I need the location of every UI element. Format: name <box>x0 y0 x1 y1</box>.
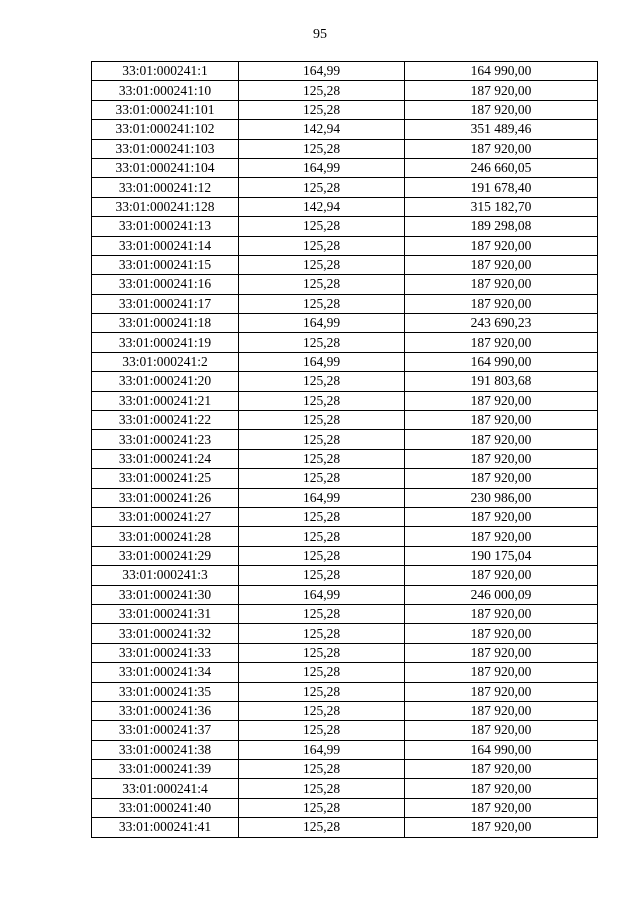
cadastral-value-cell: 187 920,00 <box>405 527 598 546</box>
cadastral-number-cell: 33:01:000241:38 <box>92 740 239 759</box>
table-row <box>92 721 598 740</box>
table-row <box>92 158 598 177</box>
cadastral-value-cell: 187 920,00 <box>405 255 598 274</box>
area-cell: 125,28 <box>239 818 405 837</box>
area-cell: 125,28 <box>239 178 405 197</box>
cadastral-value-cell: 190 175,04 <box>405 546 598 565</box>
table-row <box>92 643 598 662</box>
area-cell: 125,28 <box>239 546 405 565</box>
cadastral-number-cell: 33:01:000241:31 <box>92 604 239 623</box>
cadastral-value-cell: 187 920,00 <box>405 430 598 449</box>
cadastral-number-cell: 33:01:000241:40 <box>92 798 239 817</box>
table-row <box>92 779 598 798</box>
area-cell: 125,28 <box>239 449 405 468</box>
cadastral-number-cell: 33:01:000241:27 <box>92 507 239 526</box>
area-cell: 125,28 <box>239 217 405 236</box>
area-cell: 164,99 <box>239 314 405 333</box>
cadastral-value-cell: 187 920,00 <box>405 100 598 119</box>
area-cell: 125,28 <box>239 701 405 720</box>
cadastral-value-cell: 187 920,00 <box>405 721 598 740</box>
cadastral-number-cell: 33:01:000241:21 <box>92 391 239 410</box>
cadastral-value-cell: 187 920,00 <box>405 760 598 779</box>
cadastral-value-cell: 187 920,00 <box>405 604 598 623</box>
area-cell: 164,99 <box>239 62 405 81</box>
cadastral-value-cell: 187 920,00 <box>405 643 598 662</box>
area-cell: 164,99 <box>239 585 405 604</box>
cadastral-value-cell: 187 920,00 <box>405 507 598 526</box>
area-cell: 125,28 <box>239 527 405 546</box>
cadastral-value-cell: 187 920,00 <box>405 411 598 430</box>
cadastral-value-cell: 187 920,00 <box>405 81 598 100</box>
cadastral-number-cell: 33:01:000241:14 <box>92 236 239 255</box>
cadastral-number-cell: 33:01:000241:39 <box>92 760 239 779</box>
cadastral-value-cell: 189 298,08 <box>405 217 598 236</box>
cadastral-number-cell: 33:01:000241:35 <box>92 682 239 701</box>
cadastral-number-cell: 33:01:000241:30 <box>92 585 239 604</box>
table-row <box>92 663 598 682</box>
table-row <box>92 585 598 604</box>
area-cell: 142,94 <box>239 120 405 139</box>
table-row <box>92 527 598 546</box>
area-cell: 125,28 <box>239 604 405 623</box>
table-row <box>92 236 598 255</box>
table-row <box>92 411 598 430</box>
area-cell: 125,28 <box>239 294 405 313</box>
cadastral-value-cell: 187 920,00 <box>405 701 598 720</box>
cadastral-number-cell: 33:01:000241:29 <box>92 546 239 565</box>
area-cell: 125,28 <box>239 566 405 585</box>
cadastral-number-cell: 33:01:000241:15 <box>92 255 239 274</box>
table-row <box>92 314 598 333</box>
area-cell: 164,99 <box>239 352 405 371</box>
table-row <box>92 604 598 623</box>
cadastral-number-cell: 33:01:000241:34 <box>92 663 239 682</box>
cadastral-value-cell: 187 920,00 <box>405 294 598 313</box>
table-row <box>92 546 598 565</box>
table-row <box>92 197 598 216</box>
area-cell: 125,28 <box>239 372 405 391</box>
cadastral-number-cell: 33:01:000241:10 <box>92 81 239 100</box>
cadastral-number-cell: 33:01:000241:25 <box>92 469 239 488</box>
cadastral-value-cell: 187 920,00 <box>405 333 598 352</box>
cadastral-value-cell: 187 920,00 <box>405 798 598 817</box>
cadastral-number-cell: 33:01:000241:128 <box>92 197 239 216</box>
area-cell: 125,28 <box>239 721 405 740</box>
cadastral-value-cell: 187 920,00 <box>405 566 598 585</box>
table-row <box>92 740 598 759</box>
cadastral-value-cell: 187 920,00 <box>405 449 598 468</box>
cadastral-value-cell: 164 990,00 <box>405 62 598 81</box>
cadastral-number-cell: 33:01:000241:13 <box>92 217 239 236</box>
area-cell: 125,28 <box>239 411 405 430</box>
table-row <box>92 430 598 449</box>
area-cell: 125,28 <box>239 430 405 449</box>
table-row <box>92 449 598 468</box>
table-row <box>92 818 598 837</box>
cadastral-number-cell: 33:01:000241:16 <box>92 275 239 294</box>
area-cell: 125,28 <box>239 391 405 410</box>
cadastral-number-cell: 33:01:000241:19 <box>92 333 239 352</box>
table-row <box>92 391 598 410</box>
table-row <box>92 275 598 294</box>
cadastral-number-cell: 33:01:000241:23 <box>92 430 239 449</box>
area-cell: 125,28 <box>239 255 405 274</box>
cadastral-number-cell: 33:01:000241:32 <box>92 624 239 643</box>
table-row <box>92 469 598 488</box>
page-number: 95 <box>313 27 327 42</box>
cadastral-number-cell: 33:01:000241:102 <box>92 120 239 139</box>
area-cell: 125,28 <box>239 333 405 352</box>
cadastral-number-cell: 33:01:000241:41 <box>92 818 239 837</box>
cadastral-value-cell: 187 920,00 <box>405 624 598 643</box>
table-row <box>92 372 598 391</box>
cadastral-value-cell: 246 000,09 <box>405 585 598 604</box>
cadastral-number-cell: 33:01:000241:3 <box>92 566 239 585</box>
table-row <box>92 120 598 139</box>
cadastral-number-cell: 33:01:000241:22 <box>92 411 239 430</box>
cadastral-number-cell: 33:01:000241:4 <box>92 779 239 798</box>
cadastral-value-cell: 187 920,00 <box>405 139 598 158</box>
cadastral-number-cell: 33:01:000241:20 <box>92 372 239 391</box>
table-row <box>92 507 598 526</box>
area-cell: 164,99 <box>239 158 405 177</box>
cadastral-value-cell: 191 803,68 <box>405 372 598 391</box>
cadastral-value-cell: 230 986,00 <box>405 488 598 507</box>
area-cell: 125,28 <box>239 682 405 701</box>
cadastral-value-cell: 187 920,00 <box>405 663 598 682</box>
cadastral-value-cell: 187 920,00 <box>405 682 598 701</box>
table-row <box>92 798 598 817</box>
cadastral-value-cell: 187 920,00 <box>405 236 598 255</box>
cadastral-number-cell: 33:01:000241:18 <box>92 314 239 333</box>
cadastral-value-cell: 187 920,00 <box>405 275 598 294</box>
area-cell: 125,28 <box>239 507 405 526</box>
cadastral-value-cell: 187 920,00 <box>405 391 598 410</box>
cadastral-number-cell: 33:01:000241:1 <box>92 62 239 81</box>
table-row <box>92 100 598 119</box>
table-row <box>92 62 598 81</box>
table-row <box>92 294 598 313</box>
table-row <box>92 682 598 701</box>
cadastral-number-cell: 33:01:000241:33 <box>92 643 239 662</box>
table-row <box>92 566 598 585</box>
table-row <box>92 488 598 507</box>
cadastral-value-cell: 164 990,00 <box>405 740 598 759</box>
area-cell: 125,28 <box>239 469 405 488</box>
table-row <box>92 701 598 720</box>
table-row <box>92 217 598 236</box>
table-row <box>92 255 598 274</box>
area-cell: 125,28 <box>239 81 405 100</box>
table-row <box>92 81 598 100</box>
cadastral-number-cell: 33:01:000241:36 <box>92 701 239 720</box>
cadastral-number-cell: 33:01:000241:101 <box>92 100 239 119</box>
area-cell: 164,99 <box>239 488 405 507</box>
area-cell: 125,28 <box>239 643 405 662</box>
cadastral-number-cell: 33:01:000241:12 <box>92 178 239 197</box>
cadastral-number-cell: 33:01:000241:24 <box>92 449 239 468</box>
table-row <box>92 352 598 371</box>
area-cell: 125,28 <box>239 760 405 779</box>
table-row <box>92 139 598 158</box>
cadastral-value-table <box>91 61 598 838</box>
area-cell: 125,28 <box>239 100 405 119</box>
cadastral-value-cell: 187 920,00 <box>405 779 598 798</box>
cadastral-number-cell: 33:01:000241:37 <box>92 721 239 740</box>
cadastral-number-cell: 33:01:000241:103 <box>92 139 239 158</box>
table-row <box>92 624 598 643</box>
cadastral-value-cell: 315 182,70 <box>405 197 598 216</box>
area-cell: 142,94 <box>239 197 405 216</box>
cadastral-value-cell: 187 920,00 <box>405 818 598 837</box>
cadastral-number-cell: 33:01:000241:17 <box>92 294 239 313</box>
cadastral-number-cell: 33:01:000241:104 <box>92 158 239 177</box>
area-cell: 125,28 <box>239 236 405 255</box>
cadastral-number-cell: 33:01:000241:26 <box>92 488 239 507</box>
cadastral-value-cell: 187 920,00 <box>405 469 598 488</box>
area-cell: 125,28 <box>239 663 405 682</box>
cadastral-number-cell: 33:01:000241:28 <box>92 527 239 546</box>
area-cell: 164,99 <box>239 740 405 759</box>
area-cell: 125,28 <box>239 139 405 158</box>
table-row <box>92 333 598 352</box>
area-cell: 125,28 <box>239 275 405 294</box>
cadastral-value-cell: 191 678,40 <box>405 178 598 197</box>
area-cell: 125,28 <box>239 798 405 817</box>
table-row <box>92 760 598 779</box>
cadastral-number-cell: 33:01:000241:2 <box>92 352 239 371</box>
area-cell: 125,28 <box>239 624 405 643</box>
table-row <box>92 178 598 197</box>
table-body <box>92 62 598 838</box>
cadastral-value-cell: 351 489,46 <box>405 120 598 139</box>
cadastral-value-cell: 243 690,23 <box>405 314 598 333</box>
cadastral-value-cell: 246 660,05 <box>405 158 598 177</box>
area-cell: 125,28 <box>239 779 405 798</box>
cadastral-value-cell: 164 990,00 <box>405 352 598 371</box>
